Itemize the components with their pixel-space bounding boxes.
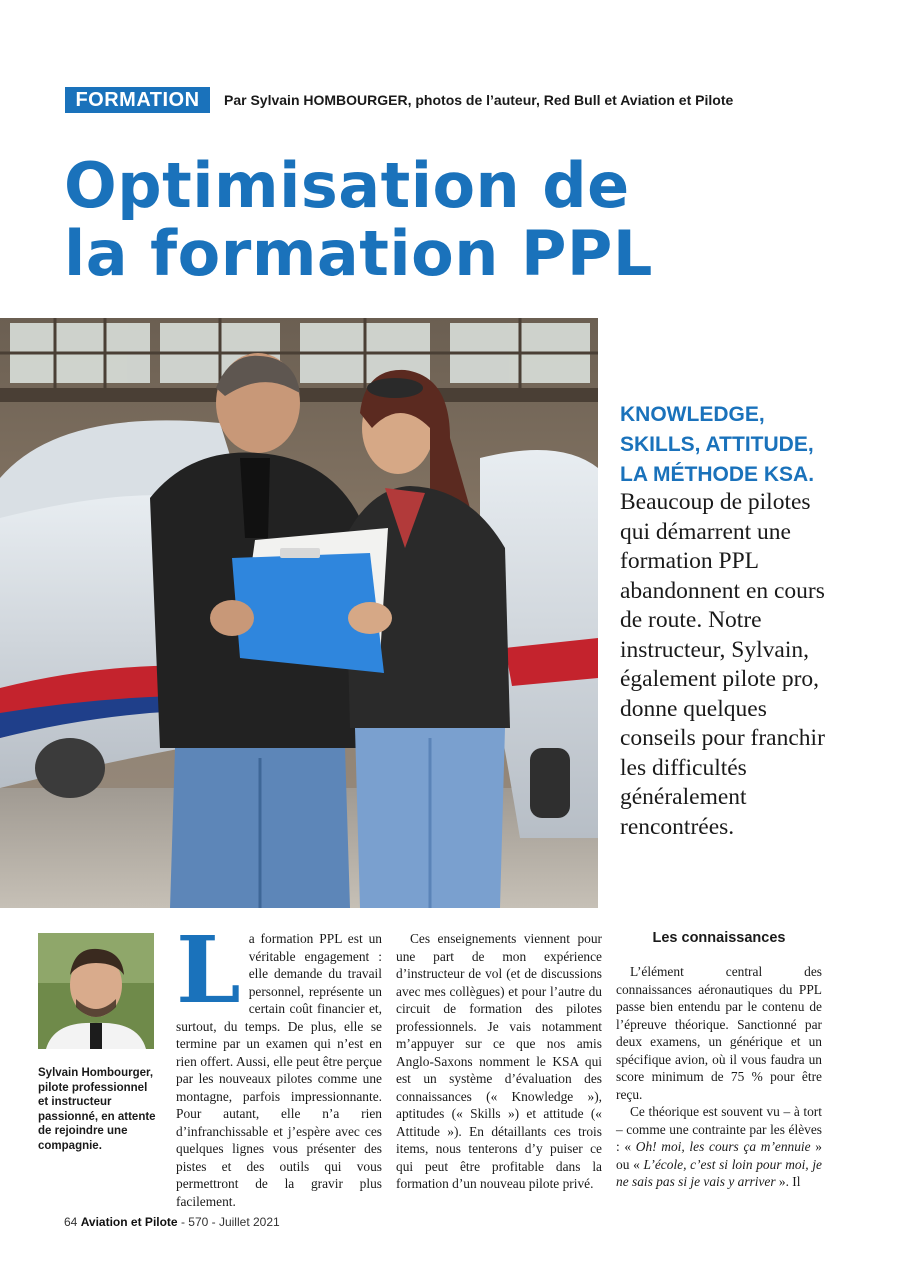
quote-2: L’école, c’est si loin pour moi, je ne sais pas si je vais y arriver [616, 1156, 822, 1189]
issue-info: - 570 - Juillet 2021 [180, 1215, 280, 1229]
magazine-name: Aviation et Pilote [80, 1215, 178, 1229]
col2-paragraph: Ces enseignements viennent pour une part de mon expérience d’instructeur de vol (et de discussions avec mes collègues) et pour l’autre du circuit de formation des pilotes professionnels. Je vais notamment m’appuyer sur ce que nos amis Anglo-Saxons nomment le KSA qui est un système d’évaluation des connaissances (« Knowledge »), aptitudes (« Skills ») et attitude (« Attitude »). En détaillants ces trois items, nous tenterons d’y puiser ce qui peut être profitable dans la formation d’un nouveau pilote privé. [396, 931, 602, 1191]
drop-cap: L [176, 916, 241, 1024]
title-line-2: la formation PPL [64, 217, 653, 290]
author-photo [38, 933, 154, 1049]
byline: Par Sylvain HOMBOURGER, photos de l’auteur, Red Bull et Aviation et Pilote [224, 92, 734, 108]
col3-paragraph-2: Ce théorique est souvent vu – à tort – comme une contrainte par les élèves : « Oh! moi, les cours ça m’ennuie » ou « L’école, c’est si loin pour moi, je ne sais pas si je vais y arriver ». Il [616, 1104, 822, 1189]
author-caption: Sylvain Hombourger, pilote professionnel et instructeur passionné, en attente de rejoindre une compagnie. [38, 1067, 156, 1152]
section-heading-connaissances: Les connaissances [652, 930, 786, 946]
col1-paragraph: a formation PPL est un véritable engagement : elle demande du travail personnel, représente un certain coût financier et, surtout, du temps. De plus, elle se termine par un examen qui n’est en rien offert. Aussi, elle peut être perçue par les nouveaux pilotes comme une montagne, parfois impressionnante. Pour autant, elle n’a rien d’infranchissable et j’espère avec ces quelques lignes vous présenter des pistes et des outils qui vous permettront de la gravir plus facilement. [176, 931, 382, 1209]
article-column-2 [396, 930, 602, 1193]
col3-paragraph-1: L’élément central des connaissances aéronautiques du PPL passe bien entendu par le contenu de l’épreuve théorique. Sanctionné par deux examens, un générique et un spécifique avion, où il vous faudra un score minimum de 75 % pour être reçu. [616, 964, 822, 1102]
page-footer [64, 1215, 280, 1229]
title-line-1: Optimisation de [64, 149, 630, 222]
article-column-3 [616, 929, 822, 1191]
article-title [64, 149, 824, 290]
quote-1: Oh! moi, les cours ça m’ennuie [635, 1139, 811, 1154]
lead-body: Beaucoup de pilotes qui démarrent une formation PPL abandonnent en cours de route. Notre instructeur, Sylvain, également pilote pro, donne quelques conseils pour franchir les difficultés généralement rencontrées. [620, 489, 825, 840]
section-tag: FORMATION [65, 87, 210, 113]
page-number: 64 [64, 1215, 78, 1229]
article-column-1 [176, 916, 382, 1210]
hero-photo [0, 318, 598, 908]
lead-headline: KNOWLEDGE, SKILLS, ATTITUDE, LA MÉTHODE KSA. [620, 403, 815, 486]
